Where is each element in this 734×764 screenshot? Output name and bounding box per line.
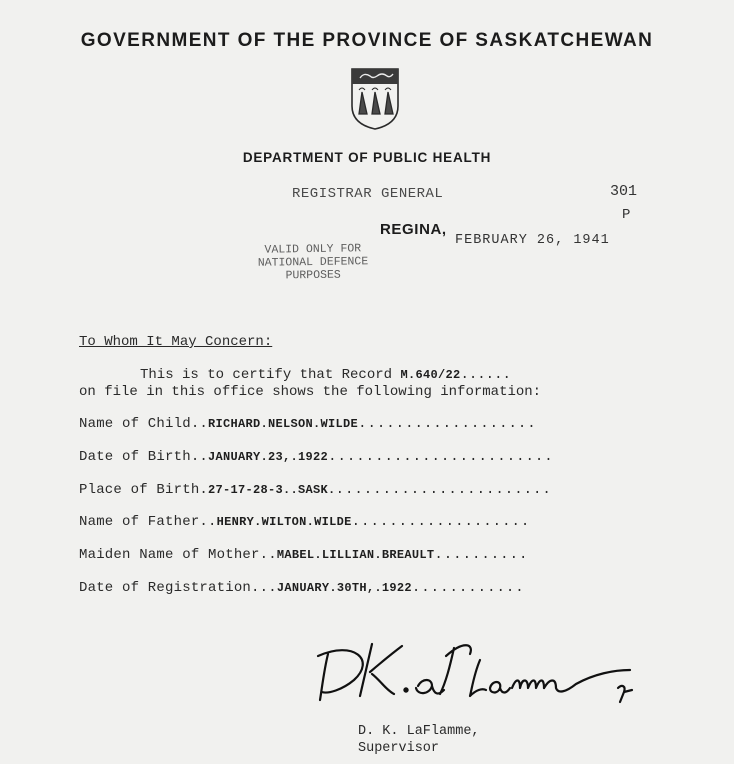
- field-dots: ............: [411, 580, 525, 596]
- field-dots: ........................: [328, 449, 554, 465]
- field-value: 27-17-28-3..SASK.: [208, 483, 336, 497]
- field-row-registration-date: [79, 580, 525, 596]
- field-value: RICHARD.NELSON.WILDE: [208, 417, 359, 431]
- government-title: GOVERNMENT OF THE PROVINCE OF SASKATCHEWAN: [80, 30, 654, 51]
- field-dots: ...................: [351, 514, 531, 530]
- field-value: HENRY.WILTON.WILDE: [216, 515, 352, 529]
- field-label: Place of Birth.: [79, 482, 209, 498]
- stamp-line: PURPOSES: [285, 268, 341, 283]
- certify-prefix: This is to certify that Record: [140, 367, 401, 383]
- salutation: To Whom It May Concern:: [79, 334, 273, 350]
- field-row-mother-maiden-name: [79, 547, 528, 563]
- stamp-line: NATIONAL DEFENCE: [257, 255, 369, 270]
- field-value: MABEL.LILLIAN.BREAULT: [276, 548, 435, 562]
- field-row-father-name: [79, 514, 530, 530]
- field-row-birth-place: [79, 482, 552, 498]
- field-dots: ...................: [358, 416, 537, 432]
- issue-date: FEBRUARY 26, 1941: [455, 233, 610, 248]
- record-number: M.640/22: [400, 368, 461, 382]
- certify-line-2: on file in this office shows the following information:: [79, 384, 542, 400]
- file-letter: P: [622, 207, 631, 223]
- field-label: Name of Father..: [79, 514, 217, 530]
- signatory-name: D. K. LaFlamme,: [358, 724, 480, 739]
- saskatchewan-coat-of-arms-icon: [350, 68, 400, 130]
- stamp-line: VALID ONLY FOR: [264, 242, 362, 257]
- validity-stamp: [228, 242, 399, 283]
- registrar-label: REGISTRAR GENERAL: [292, 186, 444, 202]
- file-number: 301: [610, 183, 638, 200]
- field-label: Date of Registration...: [79, 580, 277, 596]
- field-row-child-name: [79, 416, 537, 432]
- field-row-birth-date: [79, 449, 554, 465]
- certify-line-1: [140, 367, 511, 383]
- certify-suffix: ......: [460, 367, 511, 383]
- field-value: JANUARY.23,.1922: [208, 450, 329, 464]
- field-value: JANUARY.30TH,.1922: [276, 581, 412, 595]
- signatory-title: Supervisor: [358, 741, 440, 756]
- field-label: Name of Child..: [79, 416, 209, 432]
- handwritten-signature: [314, 630, 654, 710]
- city-label: REGINA,: [380, 221, 447, 238]
- field-label: Maiden Name of Mother..: [79, 547, 277, 563]
- department-name: DEPARTMENT OF PUBLIC HEALTH: [242, 150, 492, 165]
- field-dots: ..........: [434, 547, 529, 563]
- field-label: Date of Birth..: [79, 449, 209, 465]
- field-dots: .......................: [335, 482, 552, 498]
